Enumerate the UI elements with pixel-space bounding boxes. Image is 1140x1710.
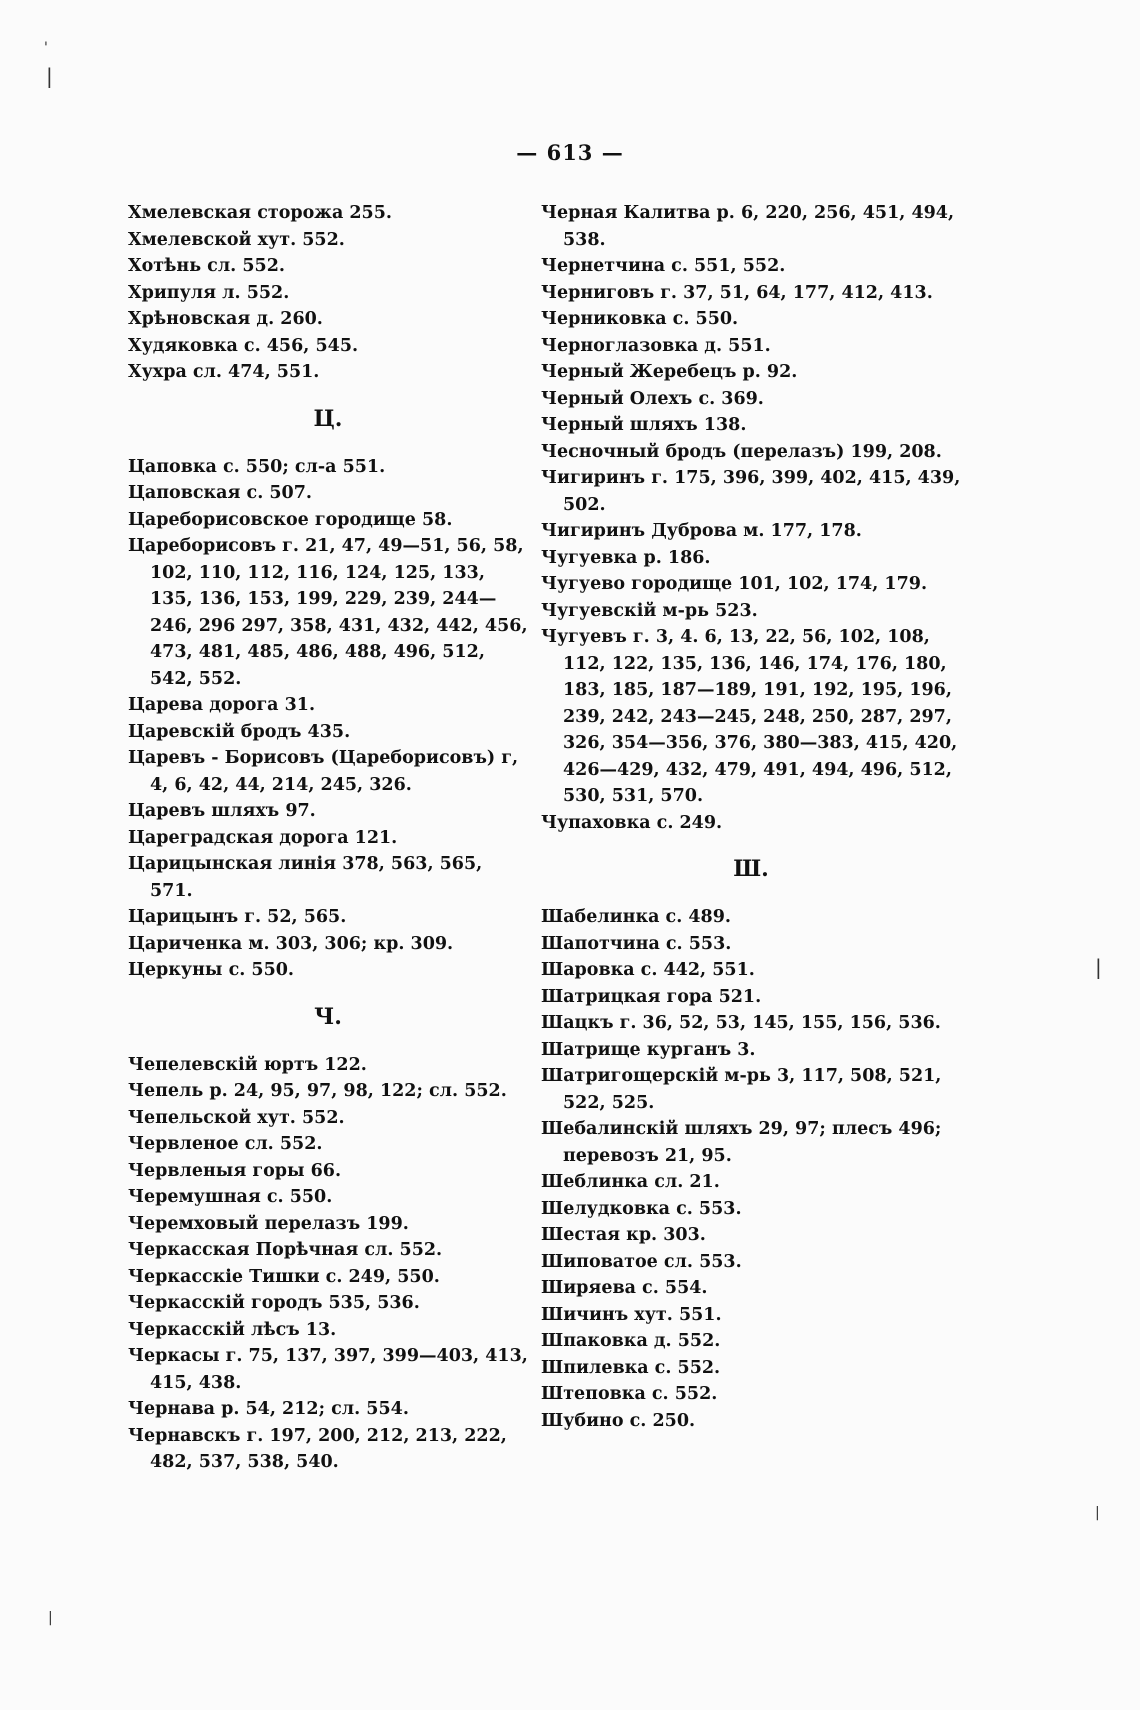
right-index-entry: Шеблинка сл. 21.	[541, 1172, 720, 1192]
right-index-entry: Чугуево городище 101, 102, 174, 179.	[541, 574, 928, 594]
right-index-entry: Чугуевъ г. 3, 4. 6, 13, 22, 56, 102, 108, 112, 122, 135, 136, 146, 174, 176, 180, 183, 185, 187—189, 191, 192, 195, 196, 239, 242, 243—245, 248, 250, 287, 297, 326, 354—356, 376, 380—383, 415, 420, 426—429, 432, 479, 491, 494, 496, 512, 530, 531, 570.	[541, 627, 958, 806]
right-index-entry: Чугуевка р. 186.	[541, 547, 711, 568]
right-index-entry: Черный Жеребецъ р. 92.	[541, 362, 798, 382]
left-index-entry: Чепельской хут. 552.	[128, 1107, 345, 1128]
right-index-entry: Шебалинскій шляхъ 29, 97; плесъ 496; перевозъ 21, 95.	[541, 1119, 942, 1166]
right-index-entry: Шатрицкая гора 521.	[541, 986, 762, 1007]
right-index-entry: Шаровка с. 442, 551.	[541, 960, 755, 980]
left-index-entry: Червленое сл. 552.	[128, 1134, 323, 1154]
left-index-entry: Черемушная с. 550.	[128, 1187, 333, 1207]
left-index-entry: Чепель р. 24, 95, 97, 98, 122; сл. 552.	[128, 1081, 507, 1101]
left-index-entry: Царевъ шляхъ 97.	[128, 801, 316, 821]
left-index-entry: Царевскій бродъ 435.	[128, 721, 351, 742]
right-index-entry: Черный Олехъ с. 369.	[541, 388, 764, 409]
right-index-entry: Чернетчина с. 551, 552.	[541, 256, 786, 276]
scan-mark: |	[1095, 1505, 1100, 1521]
right-index-entry: Штеповка с. 552.	[541, 1384, 718, 1404]
left-index-entry: Хрипуля л. 552.	[128, 282, 290, 303]
left-index-entry: Хмелевская сторожа 255.	[128, 203, 393, 223]
right-index-entry: Ширяева с. 554.	[541, 1278, 708, 1298]
right-index-entry: Чупаховка с. 249.	[541, 812, 723, 833]
right-index-entry: Черный шляхъ 138.	[541, 415, 747, 435]
left-index-column	[128, 200, 528, 1476]
right-index-entry: Шелудковка с. 553.	[541, 1198, 742, 1219]
scan-mark: |	[48, 1610, 53, 1626]
left-index-entry: Чернава р. 54, 212; сл. 554.	[128, 1399, 409, 1419]
scan-mark: |	[1095, 955, 1102, 979]
page-number: — 613 —	[516, 140, 624, 165]
left-index-entry: Царицынская линія 378, 563, 565, 571.	[128, 854, 483, 901]
left-index-entry: Цареградская дорога 121.	[128, 827, 398, 848]
left-index-entry: Черкасы г. 75, 137, 397, 399—403, 413, 415, 438.	[128, 1346, 528, 1393]
right-index-entry: Шапотчина с. 553.	[541, 933, 732, 954]
left-index-entry: Цареборисовское городище 58.	[128, 509, 453, 530]
right-index-entry: Шестая кр. 303.	[541, 1225, 706, 1245]
left-index-entry: Черкасскіе Тишки с. 249, 550.	[128, 1266, 440, 1287]
scan-mark: |	[46, 64, 53, 88]
left-index-entry: Худяковка с. 456, 545.	[128, 335, 359, 356]
left-index-entry: Черемховый перелазъ 199.	[128, 1213, 409, 1234]
right-index-entry: Шацкъ г. 36, 52, 53, 145, 155, 156, 536.	[541, 1013, 941, 1033]
right-index-entry: Шпилевка с. 552.	[541, 1357, 721, 1378]
left-section-heading: Ц.	[313, 405, 343, 432]
right-index-entry: Шабелинка с. 489.	[541, 907, 731, 927]
scan-mark: '	[44, 40, 48, 56]
left-index-entry: Хмелевской хут. 552.	[128, 229, 345, 250]
right-index-column	[541, 200, 961, 1434]
left-index-entry: Цариченка м. 303, 306; кр. 309.	[128, 933, 454, 954]
left-index-entry: Церкуны с. 550.	[128, 960, 295, 980]
right-index-entry: Черная Калитва р. 6, 220, 256, 451, 494, 538.	[541, 203, 955, 250]
right-index-entry: Шубино с. 250.	[541, 1410, 696, 1431]
right-index-entry: Чигиринъ Дуброва м. 177, 178.	[541, 521, 862, 541]
left-section-heading: Ч.	[314, 1003, 342, 1030]
left-index-entry: Цареборисовъ г. 21, 47, 49—51, 56, 58, 102, 110, 112, 116, 124, 125, 133, 135, 136, 153, 199, 229, 239, 244—246, 296 297, 358, 431, 432, 442, 456, 473, 481, 485, 486, 488, 496, 512, 542, 552.	[128, 536, 528, 689]
left-index-entry: Хрѣновская д. 260.	[128, 309, 323, 329]
left-index-entry: Царицынъ г. 52, 565.	[128, 907, 347, 927]
left-index-entry: Цаповка с. 550; сл-а 551.	[128, 456, 386, 477]
left-index-entry: Царевъ - Борисовъ (Цареборисовъ) г, 4, 6, 42, 44, 214, 245, 326.	[128, 748, 519, 795]
left-index-entry: Хотѣнь сл. 552.	[128, 256, 285, 276]
right-index-entry: Шпаковка д. 552.	[541, 1331, 721, 1351]
left-index-entry: Хухра сл. 474, 551.	[128, 362, 320, 382]
right-index-entry: Шичинъ хут. 551.	[541, 1304, 722, 1325]
right-index-entry: Шатригощерскій м-рь 3, 117, 508, 521, 522, 525.	[541, 1066, 942, 1113]
right-index-entry: Чесночный бродъ (перелазъ) 199, 208.	[541, 441, 942, 462]
right-index-entry: Черноглазовка д. 551.	[541, 335, 771, 356]
right-index-entry: Черниковка с. 550.	[541, 309, 739, 329]
left-index-entry: Царева дорога 31.	[128, 695, 316, 715]
right-index-entry: Черниговъ г. 37, 51, 64, 177, 412, 413.	[541, 282, 933, 303]
right-index-entry: Чугуевскій м-рь 523.	[541, 600, 758, 621]
left-index-entry: Чепелевскій юртъ 122.	[128, 1054, 367, 1075]
left-index-entry: Червленыя горы 66.	[128, 1160, 342, 1181]
right-index-entry: Шатрище курганъ 3.	[541, 1039, 756, 1060]
left-index-entry: Цаповская с. 507.	[128, 483, 313, 503]
right-section-heading: Ш.	[733, 856, 769, 882]
left-index-entry: Черкасскій городъ 535, 536.	[128, 1293, 420, 1313]
right-index-entry: Чигиринъ г. 175, 396, 399, 402, 415, 439, 502.	[541, 468, 961, 515]
left-index-entry: Черкасскій лѣсъ 13.	[128, 1319, 337, 1340]
left-index-entry: Чернавскъ г. 197, 200, 212, 213, 222, 482, 537, 538, 540.	[128, 1425, 507, 1472]
right-index-entry: Шиповатое сл. 553.	[541, 1251, 742, 1272]
left-index-entry: Черкасская Порѣчная сл. 552.	[128, 1240, 443, 1260]
